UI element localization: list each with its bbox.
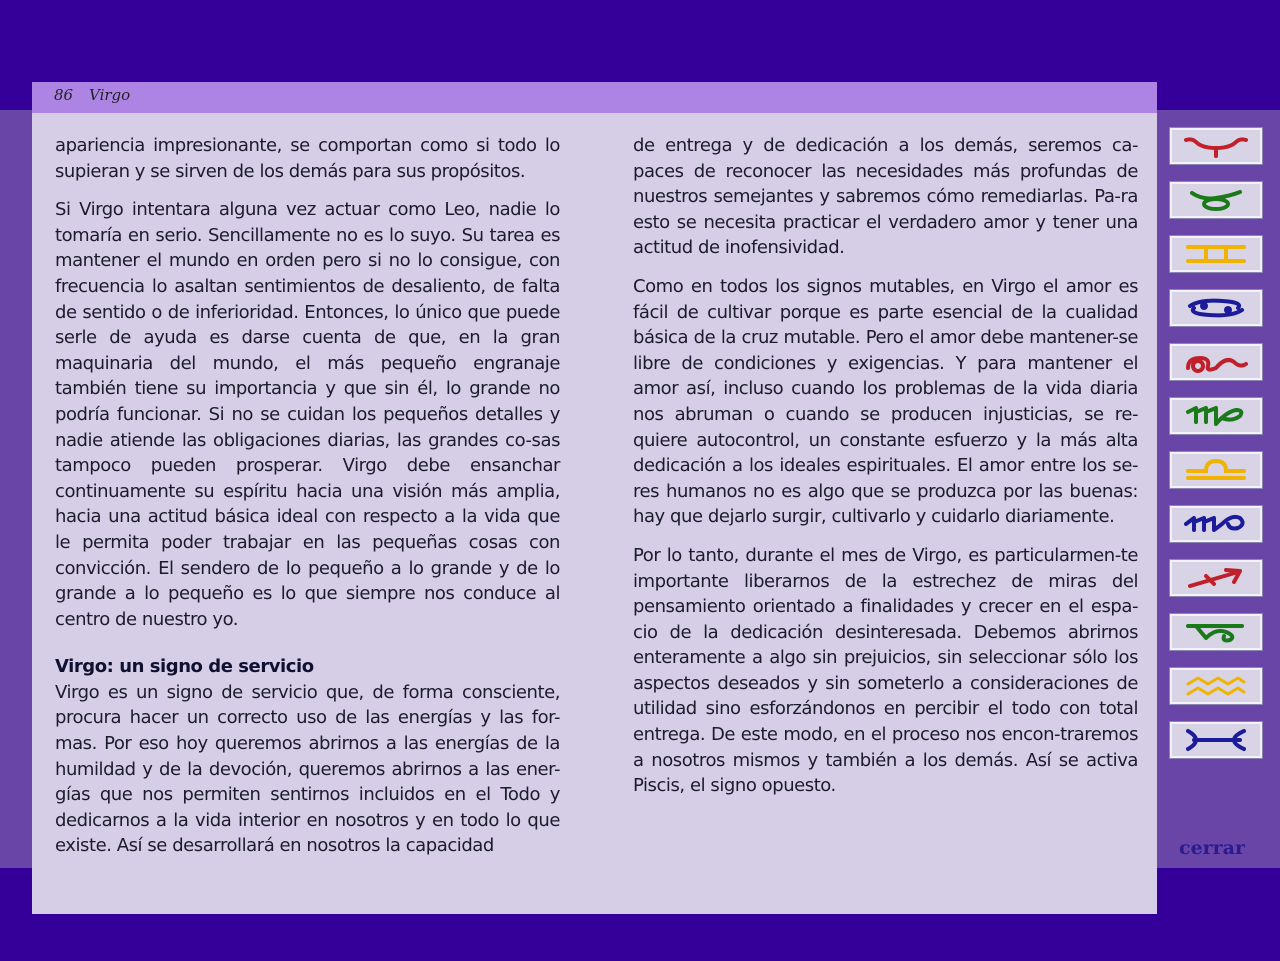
aries-icon <box>1182 134 1250 158</box>
right-column <box>633 133 1138 812</box>
page-header <box>32 82 1157 113</box>
libra-button[interactable] <box>1170 452 1262 488</box>
pisces-icon <box>1182 728 1250 752</box>
pisces-button[interactable] <box>1170 722 1262 758</box>
right-paragraph-2: Como en todos los signos mutables, en Virgo el amor es fácil de cultivar porque es parte esencial de la cualidad básica de la cruz mutable. Pero el amor debe mantener-se libre de condiciones y exigencias. Y para mantener el amor así, incluso cuando los problemas de la vida diaria nos abruman o cuando se producen injusticias, se re-quiere autocontrol, un constante esfuerzo y la más alta dedicación a los ideales espirituales. El amor entre los se-res humanos no es algo que se produzca por las buenas: hay que dejarlo surgir, cultivarlo y cuidarlo diariamente. <box>633 275 1138 528</box>
leo-button[interactable] <box>1170 344 1262 380</box>
libra-icon <box>1182 458 1250 482</box>
section-heading: Virgo: un signo de servicio <box>55 656 314 678</box>
zodiac-nav <box>1170 128 1266 776</box>
section-title: Virgo <box>89 86 131 104</box>
aquarius-button[interactable] <box>1170 668 1262 704</box>
gemini-icon <box>1182 242 1250 266</box>
sagittarius-button[interactable] <box>1170 560 1262 596</box>
virgo-icon <box>1182 404 1250 428</box>
gemini-button[interactable] <box>1170 236 1262 272</box>
scorpio-button[interactable] <box>1170 506 1262 542</box>
scorpio-icon <box>1182 512 1250 536</box>
page-number: 86 <box>54 86 74 104</box>
capricorn-icon <box>1182 620 1250 644</box>
taurus-icon <box>1182 188 1250 212</box>
virgo-button[interactable] <box>1170 398 1262 434</box>
close-link[interactable]: cerrar <box>1179 837 1245 859</box>
right-paragraph-3: Por lo tanto, durante el mes de Virgo, es particularmen-te importante liberarnos de la estrechez de miras del pensamiento orientado a finalidades y crecer en el espa-cio de la dedicación desinteresada. Debemos abrirnos enteramente a algo sin prejuicios, sin seleccionar sólo los aspectos deseados y sin someterlo a consideraciones de utilidad sino esforzándonos en percibir el todo con total entrega. De este modo, en el proceso nos encon-traremos a nosotros mismos y también a los demás. Así se activa Piscis, el signo opuesto. <box>633 544 1138 797</box>
right-paragraph-1: de entrega y de dedicación a los demás, seremos ca-paces de reconocer las necesidades más profundas de nuestros semejantes y sabremos cómo remediarlas. Pa-ra esto se necesita practicar el verdadero amor y tener una actitud de inofensividad. <box>633 135 1138 259</box>
cancer-icon <box>1182 296 1250 320</box>
taurus-button[interactable] <box>1170 182 1262 218</box>
cancer-button[interactable] <box>1170 290 1262 326</box>
left-column <box>55 133 560 872</box>
aquarius-icon <box>1182 674 1250 698</box>
capricorn-button[interactable] <box>1170 614 1262 650</box>
leo-icon <box>1182 350 1250 374</box>
left-paragraph-3: Virgo es un signo de servicio que, de forma consciente, procura hacer un correcto uso de las energías y las for-mas. Por eso hoy queremos abrirnos a las energías de la humildad y de la devoción, queremos abrirnos a las ener-gías que nos permiten sentirnos incluidos en el Todo y dedicarnos a la vida interior en nosotros y en todo lo que existe. Así se desarrollará en nosotros la capacidad <box>55 681 560 857</box>
book-page <box>32 82 1157 914</box>
left-paragraph-1: apariencia impresionante, se comportan como si todo lo supieran y se sirven de los demás para sus propósitos. <box>55 135 560 182</box>
sagittarius-icon <box>1182 566 1250 590</box>
aries-button[interactable] <box>1170 128 1262 164</box>
left-paragraph-2: Si Virgo intentara alguna vez actuar como Leo, nadie lo tomaría en serio. Sencillamente no es lo suyo. Su tarea es mantener el mundo en orden pero si no lo consigue, con frecuencia lo asaltan sentimientos de desaliento, de falta de sentido o de inferioridad. Entonces, lo único que puede serle de ayuda es darse cuenta de que, en la gran maquinaria del mundo, el más pequeño engranaje también tiene su importancia y que sin él, lo grande no podría funcionar. Si no se cuidan los pequeños detalles y nadie atiende las obligaciones diarias, las grandes co-sas tampoco pueden prosperar. Virgo debe ensanchar continuamente su espíritu hacia una visión más amplia, hacia una actitud básica ideal con respecto a la vida que le permita poder trabajar en las pequeñas cosas con convicción. El sendero de lo pequeño a lo grande y de lo grande a lo pequeño es lo que siempre nos conduce al centro de nuestro yo. <box>55 199 560 630</box>
